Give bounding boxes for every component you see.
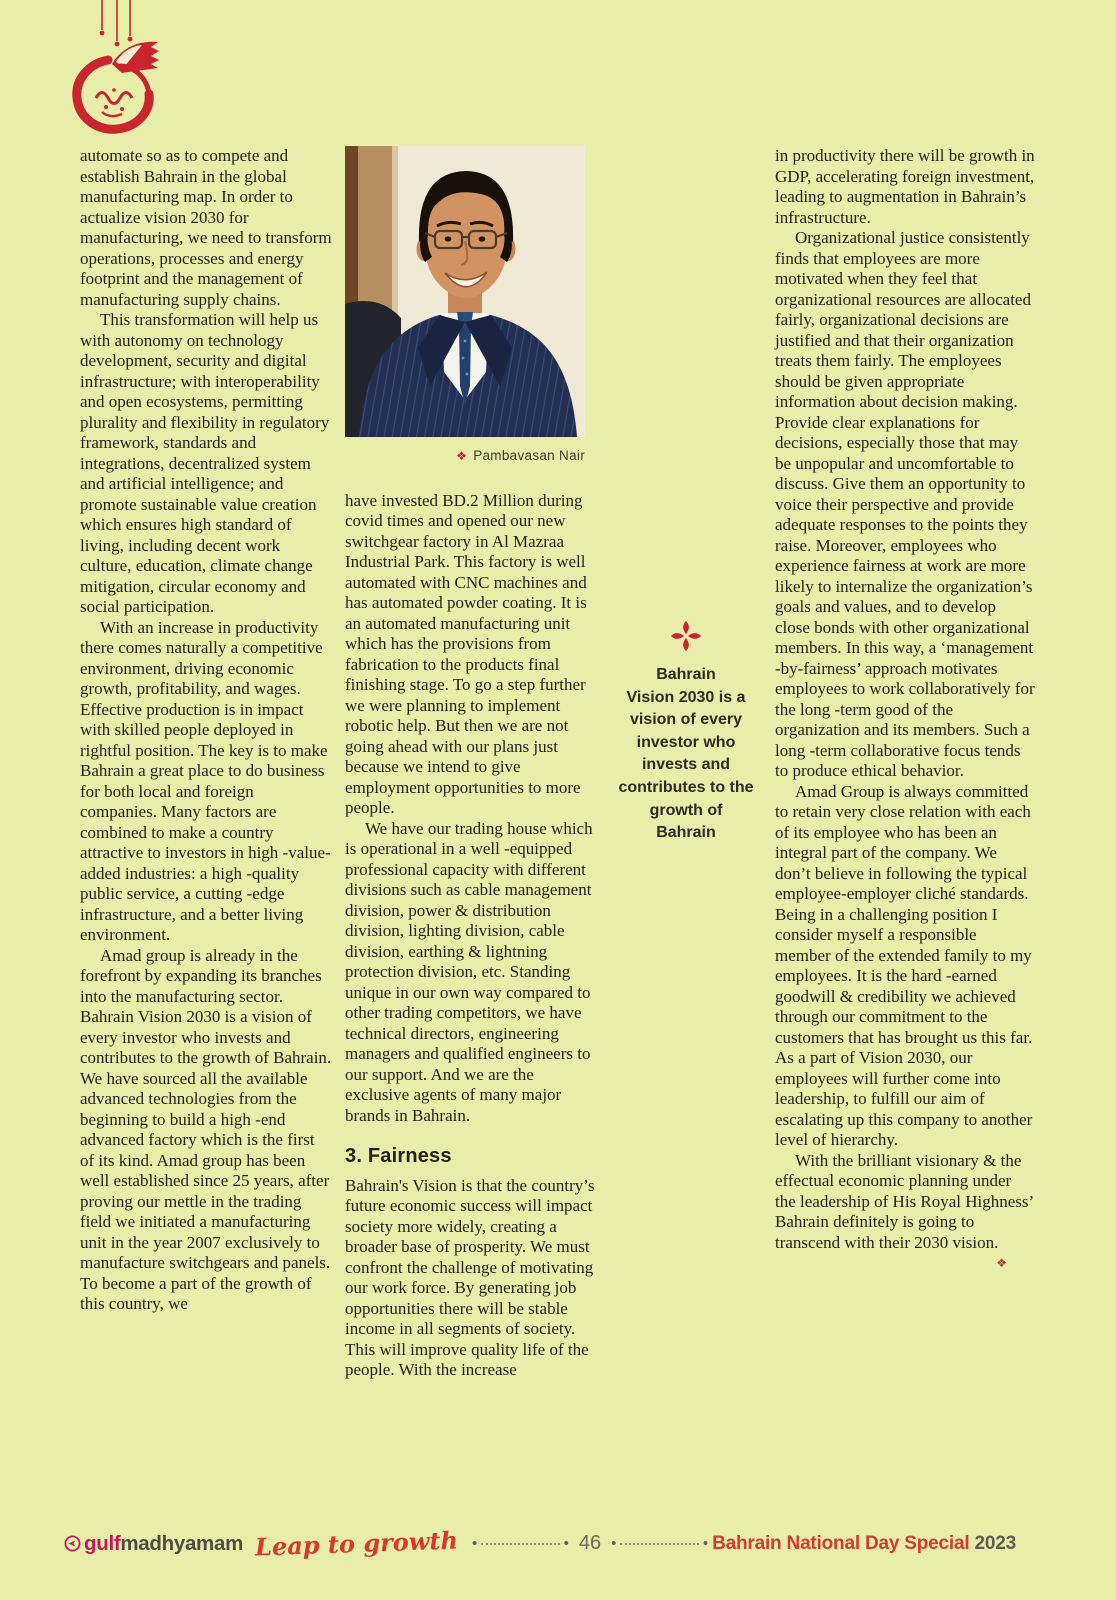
dotted-leader	[481, 1543, 559, 1545]
pull-quote-line: Bahrain	[656, 666, 716, 683]
leader-dot: •	[611, 1535, 617, 1552]
paragraph: Bahrain's Vision is that the country’s future economic success will impact society more widely, creating a broader base of prosperity. We must confront the challenge of motivating our work force. By generating job opportunities there will be stable income in all segments of society. This will improve quality life of the people. With the increase	[345, 1175, 595, 1379]
paragraph: This transformation will help us with autonomy on technology development, security and digital infrastructure; with interoperability and open ecosystems, permitting plurality and flexibility in regulatory framework, standards and integrations, decentralized system and artificial intelligence; and promote sustainable value creation which ensures high standard of living, including decent work culture, education, climate change mitigation, circular economy and social participation.	[80, 310, 330, 616]
paragraph: in productivity there will be growth in GDP, accelerating foreign investment, leading to augmentation in Bahrain’s infrastructure.	[775, 146, 1035, 227]
pull-quote-text	[607, 664, 765, 845]
diamond-icon: ❖	[456, 449, 468, 463]
column-2	[345, 146, 596, 1381]
issue-title-text: Bahrain National Day Special	[712, 1532, 970, 1554]
pull-quote	[607, 620, 765, 845]
brand-madhyamam: madhyamam	[120, 1531, 244, 1555]
leader-dot: •	[563, 1535, 569, 1552]
issue-year: 2023	[974, 1532, 1017, 1554]
pull-quote-line: Bahrain	[656, 824, 716, 842]
pull-quote-line: vision of every	[629, 711, 743, 729]
photo-caption-text: Pambavasan Nair	[473, 448, 585, 463]
column-1	[80, 146, 333, 1315]
dotted-leader	[620, 1543, 698, 1545]
flower-diamond-icon	[670, 620, 702, 652]
brand-gulf: gulf	[84, 1531, 121, 1555]
gulfmadhyamam-icon	[64, 1535, 81, 1552]
leader-dot: •	[471, 1535, 478, 1552]
page-footer	[64, 1525, 1017, 1562]
portrait-photo	[345, 146, 585, 467]
leader-dot: •	[702, 1535, 709, 1552]
page-number: 46	[578, 1532, 602, 1554]
tagline: Leap to growth	[254, 1525, 459, 1562]
brand-name	[84, 1532, 243, 1556]
publisher-logo	[64, 1532, 243, 1556]
pull-quote-line: growth of	[649, 801, 723, 819]
pull-quote-line: investor who	[636, 733, 736, 751]
paragraph: With an increase in productivity there comes naturally a competitive environment, driving economic growth, profitability, and wages. Effective production is in impact with skilled people deployed in rightful position. The key is to make Bahrain a great place to do business for both local and foreign companies. Many factors are combined to make a country attractive to investors in high -value-added industries: a high -quality public service, a cutting -edge infrastructure, and a better living environment.	[80, 617, 331, 944]
paragraph: Amad group is already in the forefront by expanding its branches into the manufacturing sector. Bahrain Vision 2030 is a vision of every investor who invests and contributes to the growth of Bahrain. We have sourced all the available advanced technologies from the beginning to build a high -end advanced factory which is the first of its kind. Amad group has been well established since 25 years, after proving our mettle in the trading field we initiated a manufacturing unit in the year 2007 exclusively to manufacture switchgears and panels. To become a part of the growth of this country, we	[80, 945, 332, 1313]
paragraph: automate so as to compete and establish Bahrain in the global manufacturing map. In order to actualize vision 2030 for manufacturing, we need to transform operations, processes and energy footprint and the management of manufacturing supply chains.	[80, 146, 332, 309]
paragraph: We have our trading house which is operational in a well -equipped professional capacity with different divisions such as cable management division, power & distribution division, lighting division, cable division, earthing & lightning protection division, etc. Standing unique in our own way compared to other trading competitors, we have technical directors, engineering managers and qualified engineers to our support. And we are the exclusive agents of many major brands in Bahrain.	[345, 818, 593, 1125]
pull-quote-line: Vision 2030 is a	[626, 688, 746, 706]
pull-quote-line: invests and	[641, 756, 731, 774]
photo-caption	[345, 446, 585, 467]
pull-quote-line: contributes to the	[618, 778, 754, 796]
paragraph: With the brilliant visionary & the effectual economic planning under the leadership of His Royal Highness’ Bahrain definitely is going to transcend with their 2030 vision.	[775, 1150, 1033, 1252]
column-3	[775, 146, 1035, 1269]
end-mark-icon: ❖	[996, 1256, 1007, 1270]
portrait-illustration	[345, 146, 585, 437]
issue-title	[712, 1533, 1016, 1555]
paragraph: have invested BD.2 Million during covid times and opened our new switchgear factory in Al Mazraa Industrial Park. This factory is well automated with CNC machines and has automated powder coating. It is an automated manufacturing unit which has the provisions from fabrication to the products final finishing stage. To go a step further we were planning to implement robotic help. But then we are not going ahead with our plans just because we intend to give employment opportunities to more people.	[345, 490, 587, 817]
section-heading-fairness: 3. Fairness	[345, 1145, 452, 1167]
paragraph: Organizational justice consistently finds that employees are more motivated when they feel that organizational resources are allocated fairly, organizational decisions are justified and that their organization treats them fairly. The employees should be given appropriate information about decision making. Provide clear explanations for decisions, especially those that may be unpopular and uncomfortable to discuss. Give them an opportunity to voice their perspective and provide adequate responses to the points they raise. Moreover, employees who experience fairness at work are more likely to internalize the organization’s goals and values, and to develop close bonds with other organizational members. In this way, a ‘management -by-fairness’ approach motivates employees to work collaboratively for the long -term good of the organization and its members. Such a long -term collaborative focus tends to produce ethical behavior.	[775, 228, 1035, 780]
hanging-strings	[100, 0, 133, 46]
paragraph: Amad Group is always committed to retain very close relation with each of its employee who has been an integral part of the company. We don’t believe in following the typical employee-employer cliché standards. Being in a challenging position I consider myself a responsible member of the extended family to my employees. It is the hard -earned goodwill & credibility we achieved through our commitment to the customers that has brought us this far. As a part of Vision 2030, our employees will further come into leadership, to fulfill our aim of escalating up this company to another level of hierarchy.	[775, 781, 1033, 1149]
national-day-logo-icon	[58, 0, 188, 145]
